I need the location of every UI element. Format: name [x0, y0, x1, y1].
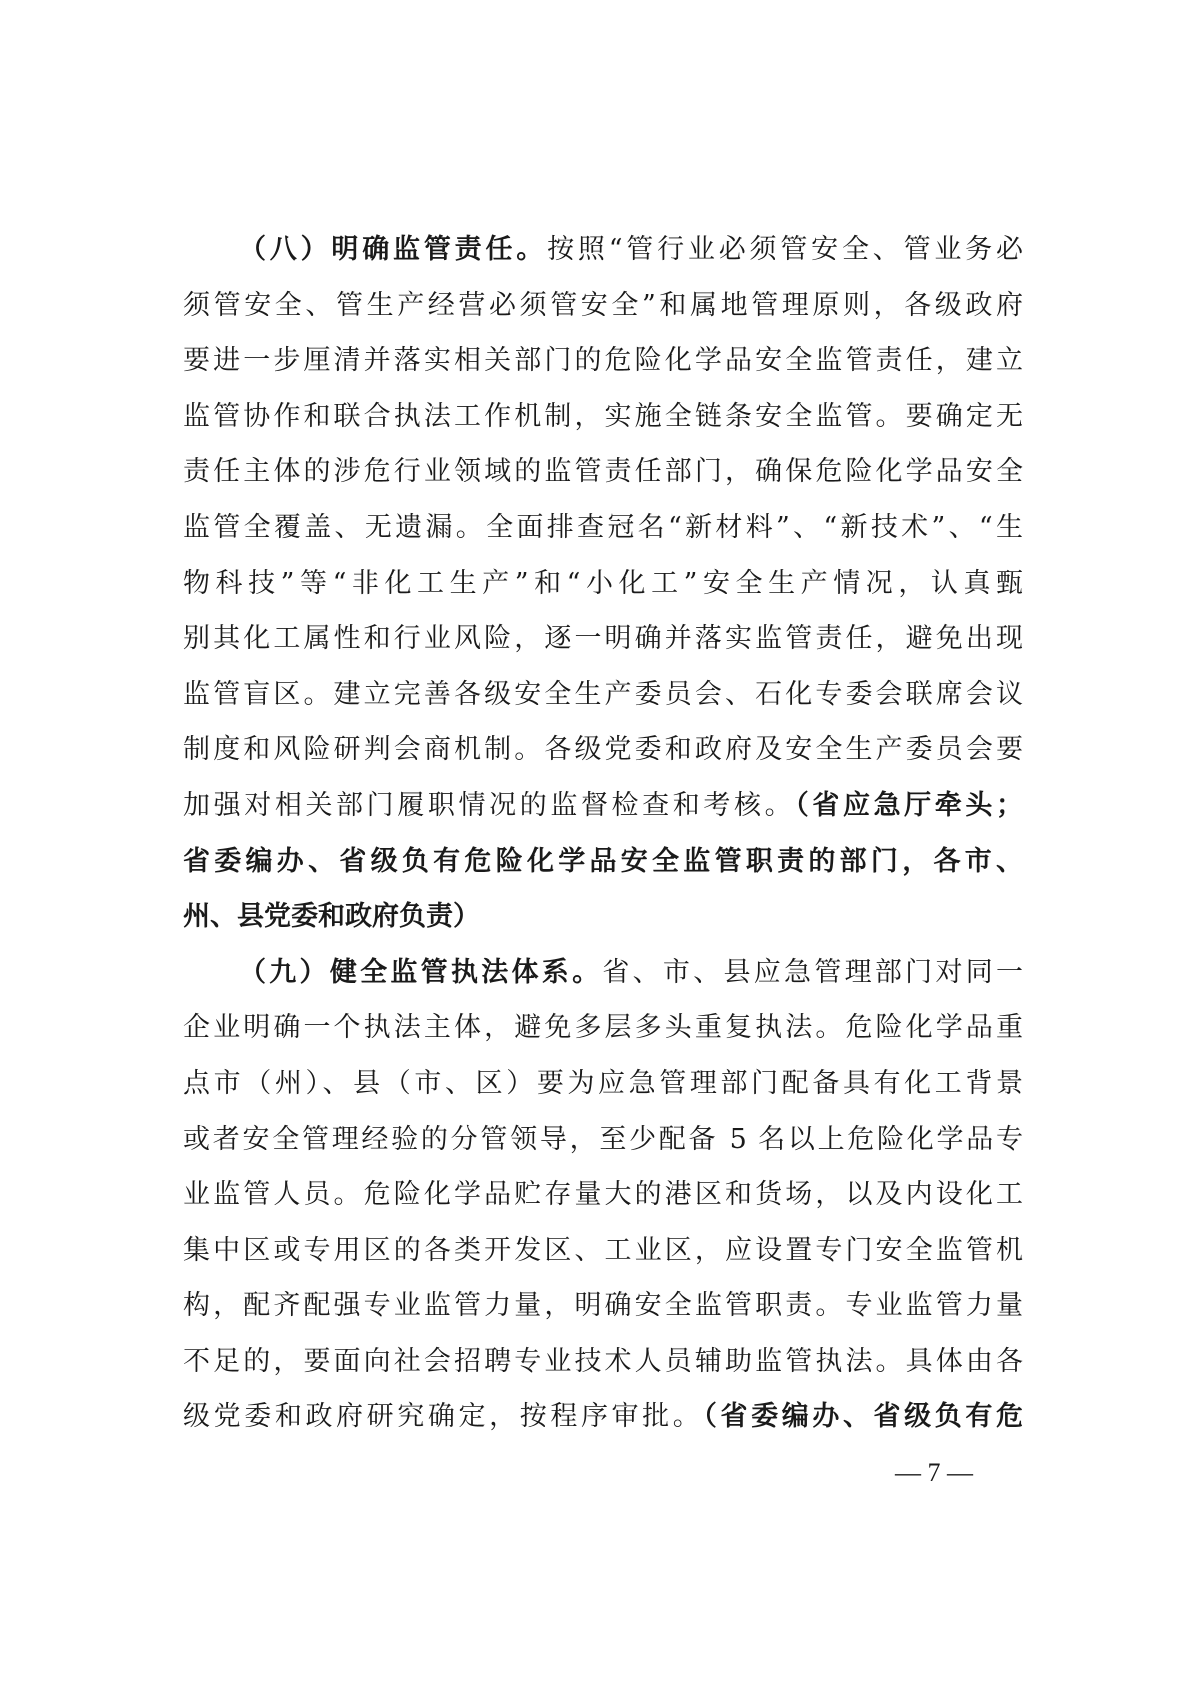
paragraph-line — [183, 778, 1023, 834]
paragraph-text: 级党委和政府研究确定，按程序审批。 — [183, 1401, 704, 1433]
responsibility-note: （省应急厅牵头； — [795, 789, 1024, 821]
paragraph-line: 业监管人员。危险化学品贮存量大的港区和货场，以及内设化工 — [183, 1179, 1023, 1211]
paragraph-line: 监管盲区。建立完善各级安全生产委员会、石化专委会联席会议 — [183, 678, 1023, 710]
paragraph-line — [183, 1389, 1023, 1445]
paragraph-line: 制度和风险研判会商机制。各级党委和政府及安全生产委员会要 — [183, 734, 1023, 766]
responsibility-note: 州、县党委和政府负责） — [183, 901, 480, 933]
section-heading: （九）健全监管执法体系。 — [239, 956, 603, 988]
paragraph-line: 监管协作和联合执法工作机制，实施全链条安全监管。要确定无 — [183, 400, 1023, 432]
paragraph-line — [183, 945, 1023, 1001]
paragraph-line: 点市（州）、县（市、区）要为应急管理部门配备具有化工背景 — [183, 1067, 1023, 1099]
responsibility-note: （省委编办、省级负有危 — [703, 1401, 1024, 1433]
paragraph-text: 按照“管行业必须管安全、管业务必 — [547, 234, 1023, 265]
paragraph-text: 省、市、县应急管理部门对同一 — [602, 956, 1024, 988]
paragraph-line: 企业明确一个执法主体，避免多层多头重复执法。危险化学品重 — [183, 1012, 1023, 1044]
paragraph-line: 集中区或专用区的各类开发区、工业区，应设置专门安全监管机 — [183, 1234, 1023, 1266]
page-number: — 7 — — [895, 1458, 973, 1487]
document-body — [183, 222, 1023, 1445]
section-heading: （八）明确监管责任。 — [239, 234, 548, 265]
paragraph-line: 别其化工属性和行业风险，逐一明确并落实监管责任，避免出现 — [183, 623, 1023, 655]
paragraph-line: 须管安全、管生产经营必须管安全”和属地管理原则，各级政府 — [183, 289, 1023, 321]
responsibility-note: 省委编办、省级负有危险化学品安全监管职责的部门，各市、 — [183, 845, 1023, 877]
paragraph-line: 监管全覆盖、无遗漏。全面排查冠名“新材料”、“新技术”、“生 — [183, 511, 1023, 543]
paragraph-line: 或者安全管理经验的分管领导，至少配备 5 名以上危险化学品专 — [183, 1123, 1023, 1155]
paragraph-line: 构，配齐配强专业监管力量，明确安全监管职责。专业监管力量 — [183, 1290, 1023, 1322]
paragraph-text: 加强对相关部门履职情况的监督检查和考核。 — [183, 789, 796, 821]
paragraph-line: 不足的，要面向社会招聘专业技术人员辅助监管执法。具体由各 — [183, 1345, 1023, 1377]
paragraph-line — [183, 222, 1023, 278]
paragraph-line: 要进一步厘清并落实相关部门的危险化学品安全监管责任，建立 — [183, 345, 1023, 377]
paragraph-line: 责任主体的涉危行业领域的监管责任部门，确保危险化学品安全 — [183, 456, 1023, 488]
paragraph-line: 物科技”等“非化工生产”和“小化工”安全生产情况，认真甄 — [183, 567, 1023, 599]
